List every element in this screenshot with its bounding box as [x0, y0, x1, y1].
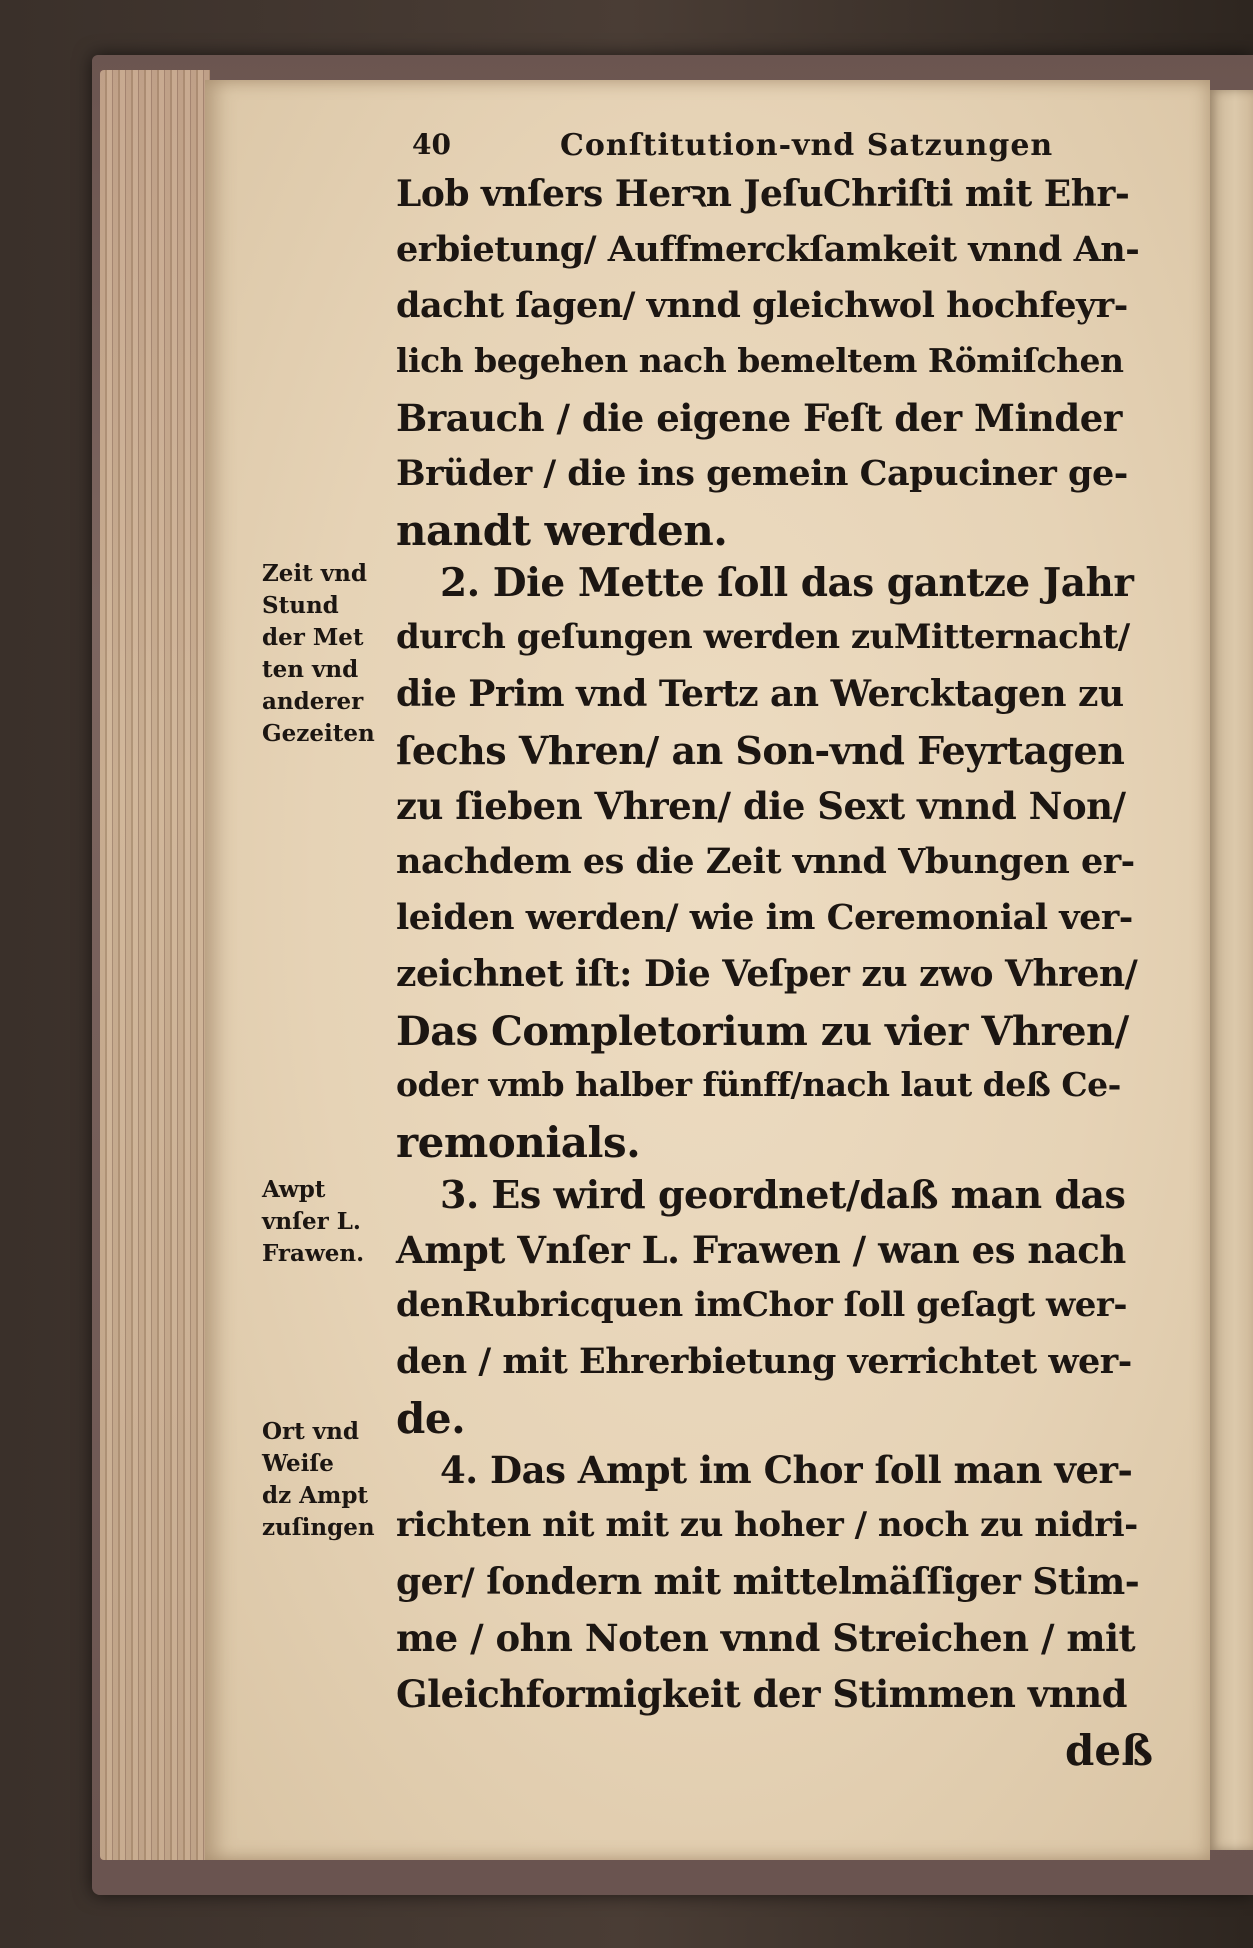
body-line: Ampt Vnſer L. Frawen / wan es nach: [396, 1228, 1126, 1272]
body-line: den / mit Ehrerbietung verrichtet wer-: [396, 1341, 1132, 1382]
body-line: de.: [396, 1394, 466, 1443]
margin-note: Weiſe: [262, 1450, 334, 1477]
body-line: lich begehen nach bemeltem Römiſchen: [396, 341, 1124, 380]
body-line: Brauch / die eigene Feſt der Minder: [396, 396, 1122, 440]
body-line: 3. Es wird geordnet/daß man das: [440, 1172, 1126, 1217]
margin-note: zuſingen: [262, 1514, 375, 1541]
body-line: oder vmb halber fünff/nach laut deß Ce-: [396, 1065, 1121, 1104]
body-line: durch geſungen werden zuMitternacht/: [396, 617, 1130, 657]
body-line: Brüder / die ins gemein Capuciner ge-: [396, 453, 1128, 494]
margin-note: der Met: [262, 624, 364, 651]
body-line: ger/ ſondern mit mittelmäſſiger Stim-: [396, 1561, 1140, 1603]
margin-note: Awpt: [262, 1176, 326, 1203]
body-line: nachdem es die Zeit vnnd Vbungen er-: [396, 841, 1135, 882]
body-line: denRubricquen imChor ſoll geſagt wer-: [396, 1285, 1127, 1325]
body-line: ſechs Vhren/ an Son-vnd Feyrtagen: [396, 728, 1125, 773]
margin-note: Zeit vnd: [262, 560, 367, 587]
margin-note: dz Ampt: [262, 1482, 369, 1509]
body-line: Lob vnſers Herꝛn JeſuChriſti mit Ehr-: [396, 173, 1130, 215]
facing-page-edge: [1208, 90, 1253, 1850]
margin-note: Frawen.: [262, 1240, 365, 1267]
running-title: Conſtitution-vnd Satzungen: [560, 128, 1054, 163]
body-line: leiden werden/ wie im Ceremonial ver-: [396, 897, 1133, 938]
body-line: zeichnet iſt: Die Veſper zu zwo Vhren/: [396, 953, 1138, 995]
body-line: nandt werden.: [396, 506, 728, 555]
body-line: erbietung/ Auffmerckſamkeit vnnd An-: [396, 229, 1140, 270]
body-line: die Prim vnd Tertz an Wercktagen zu: [396, 673, 1124, 715]
margin-note: vnſer L.: [262, 1208, 361, 1235]
catchword: deß: [1065, 1726, 1153, 1775]
margin-note: Ort vnd: [262, 1418, 359, 1445]
margin-note: Stund: [262, 592, 339, 619]
body-line: 2. Die Mette ſoll das gantze Jahr: [440, 560, 1134, 606]
body-line: dacht ſagen/ vnnd gleichwol hochfeyr-: [396, 285, 1128, 326]
margin-note: ten vnd: [262, 656, 359, 683]
page-edge-tint: [100, 70, 210, 1860]
body-line: zu ſieben Vhren/ die Sext vnnd Non/: [396, 784, 1126, 828]
margin-note: anderer: [262, 688, 364, 715]
page-number: 40: [412, 128, 451, 161]
body-line: Gleichformigkeit der Stimmen vnnd: [396, 1672, 1127, 1716]
body-line: richten nit mit zu hoher / noch zu nidri-: [396, 1505, 1138, 1545]
body-line: Das Completorium zu vier Vhren/: [396, 1008, 1129, 1055]
body-line: remonials.: [396, 1118, 641, 1167]
body-line: me / ohn Noten vnnd Streichen / mit: [396, 1616, 1136, 1660]
body-line: 4. Das Ampt im Chor ſoll man ver-: [440, 1448, 1133, 1492]
margin-note: Gezeiten: [262, 720, 375, 747]
